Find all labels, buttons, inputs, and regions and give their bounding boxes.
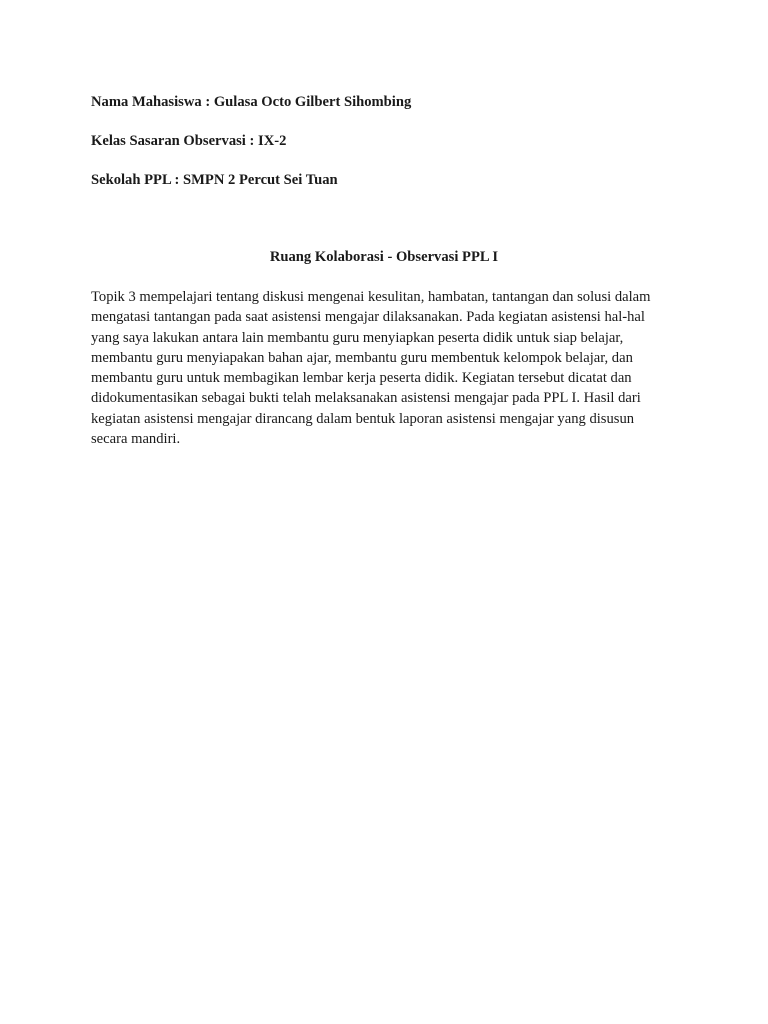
body-line: mengatasi tantangan pada saat asistensi mengajar dilaksanakan. Pada kegiatan asistensi hal-hal: [91, 309, 645, 326]
body-line: secara mandiri.: [91, 431, 181, 448]
body-line: yang saya lakukan antara lain membantu guru menyiapkan peserta didik untuk siap belajar,: [91, 329, 624, 346]
body-paragraph: [91, 287, 691, 449]
body-line: membantu guru untuk membagikan lembar kerja peserta didik. Kegiatan tersebut dicatat dan: [91, 370, 632, 387]
student-name-line: Nama Mahasiswa : Gulasa Octo Gilbert Sihombing: [91, 94, 412, 110]
school-line: Sekolah PPL : SMPN 2 Percut Sei Tuan: [91, 172, 338, 188]
body-line: didokumentasikan sebagai bukti telah melaksanakan asistensi mengajar pada PPL I. Hasil dari: [91, 390, 641, 407]
observation-class-line: Kelas Sasaran Observasi : IX-2: [91, 133, 287, 149]
body-line: Topik 3 mempelajari tentang diskusi mengenai kesulitan, hambatan, tantangan dan solusi dalam: [91, 289, 651, 305]
document-title: Ruang Kolaborasi - Observasi PPL I: [269, 249, 499, 265]
body-line: kegiatan asistensi mengajar dirancang dalam bentuk laporan asistensi mengajar yang disusun: [91, 410, 635, 427]
body-line: membantu guru menyiapakan bahan ajar, membantu guru membentuk kelompok belajar, dan: [91, 349, 633, 366]
